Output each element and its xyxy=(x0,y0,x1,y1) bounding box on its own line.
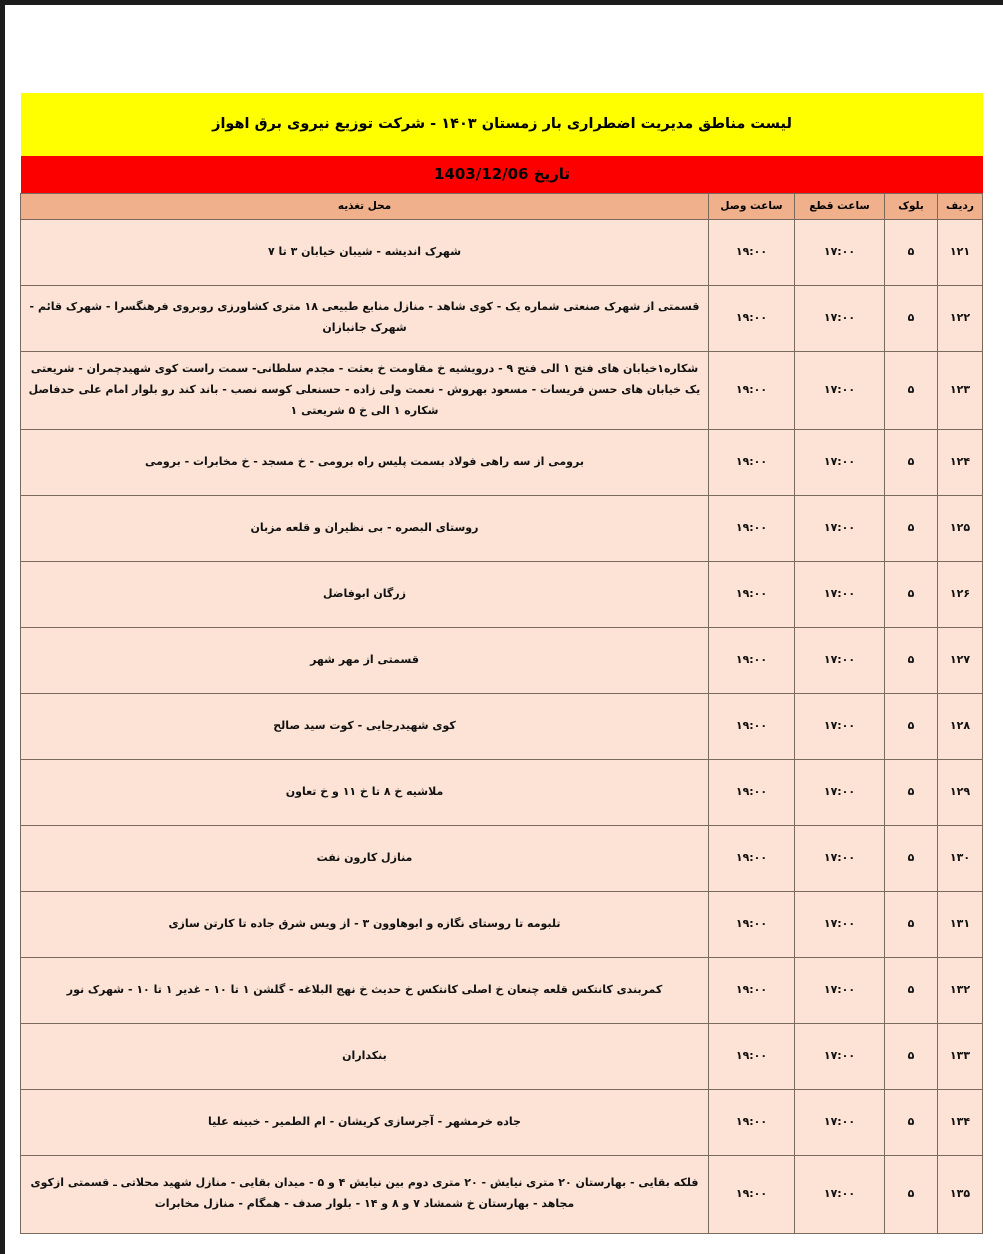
column-header-radif: ردیف xyxy=(938,193,983,219)
table-row xyxy=(21,759,983,825)
table-row xyxy=(21,219,983,285)
cell-radif: ۱۳۴ xyxy=(938,1089,983,1155)
cell-radif: ۱۳۳ xyxy=(938,1023,983,1089)
cell-restore-time: ۱۹:۰۰ xyxy=(709,693,795,759)
table-body xyxy=(21,219,983,1233)
table-header-row xyxy=(21,193,983,219)
cell-block: ۵ xyxy=(885,759,938,825)
cell-block: ۵ xyxy=(885,351,938,429)
cell-outage-time: ۱۷:۰۰ xyxy=(795,429,885,495)
cell-location: کمربندی کانتکس قلعه چنعان خ اصلی کانتکس خ حدیث خ نهج البلاغه - گلشن ۱ تا ۱۰ - غدیر ۱ تا ۱۰ - شهرک نور xyxy=(21,957,709,1023)
cell-restore-time: ۱۹:۰۰ xyxy=(709,351,795,429)
cell-location: تلبومه تا روستای نگازه و ابوهاوون ۳ - از ویس شرق جاده تا کارتن سازی xyxy=(21,891,709,957)
table-header xyxy=(21,193,983,219)
table-row xyxy=(21,1089,983,1155)
cell-outage-time: ۱۷:۰۰ xyxy=(795,351,885,429)
schedule-document xyxy=(21,93,983,1234)
column-header-restore-time: ساعت وصل xyxy=(709,193,795,219)
document-title: لیست مناطق مدیریت اضطراری بار زمستان ۱۴۰۳ - شرکت توزیع نیروی برق اهواز xyxy=(21,93,983,156)
cell-location: قسمتی از شهرک صنعتی شماره یک - کوی شاهد - منازل منابع طبیعی ۱۸ متری کشاورزی روبروی فرهنگسرا - شهرک قائم - شهرک جانبازان xyxy=(21,285,709,351)
cell-restore-time: ۱۹:۰۰ xyxy=(709,495,795,561)
cell-outage-time: ۱۷:۰۰ xyxy=(795,285,885,351)
cell-restore-time: ۱۹:۰۰ xyxy=(709,285,795,351)
cell-location: منازل کارون نفت xyxy=(21,825,709,891)
page-edge-left xyxy=(0,0,5,1254)
cell-location: برومی از سه راهی فولاد بسمت پلیس راه برومی - خ مسجد - خ مخابرات - برومی xyxy=(21,429,709,495)
cell-radif: ۱۲۴ xyxy=(938,429,983,495)
table-row xyxy=(21,825,983,891)
table-row xyxy=(21,1023,983,1089)
cell-block: ۵ xyxy=(885,1089,938,1155)
table-row xyxy=(21,627,983,693)
cell-block: ۵ xyxy=(885,957,938,1023)
cell-outage-time: ۱۷:۰۰ xyxy=(795,759,885,825)
cell-radif: ۱۲۹ xyxy=(938,759,983,825)
cell-location: شکاره۱خیابان های فتح ۱ الی فتح ۹ - درویشیه خ مقاومت خ بعثت - مجدم سلطانی- سمت راست کوی شهیدچمران - شریعتی یک خیابان های حسن فریسات - مسعود بهروش - نعمت ولی زاده - حسنعلی کوسه نصب - باند کند رو بلوار امام علی حدفاصل شکاره ۱ الی خ ۵ شریعتی ۱ xyxy=(21,351,709,429)
cell-block: ۵ xyxy=(885,1023,938,1089)
cell-location: زرگان ابوفاضل xyxy=(21,561,709,627)
cell-radif: ۱۳۱ xyxy=(938,891,983,957)
cell-location: بنکداران xyxy=(21,1023,709,1089)
cell-outage-time: ۱۷:۰۰ xyxy=(795,693,885,759)
outage-schedule-table xyxy=(20,193,983,1234)
cell-restore-time: ۱۹:۰۰ xyxy=(709,429,795,495)
cell-block: ۵ xyxy=(885,285,938,351)
cell-radif: ۱۳۲ xyxy=(938,957,983,1023)
document-date: تاریخ 1403/12/06 xyxy=(21,156,983,193)
table-row xyxy=(21,285,983,351)
cell-radif: ۱۲۶ xyxy=(938,561,983,627)
cell-block: ۵ xyxy=(885,891,938,957)
cell-restore-time: ۱۹:۰۰ xyxy=(709,1023,795,1089)
cell-radif: ۱۲۷ xyxy=(938,627,983,693)
cell-restore-time: ۱۹:۰۰ xyxy=(709,891,795,957)
table-row xyxy=(21,957,983,1023)
cell-location: جاده خرمشهر - آجرسازی کریشان - ام الطمیر - خبینه علیا xyxy=(21,1089,709,1155)
table-row xyxy=(21,495,983,561)
cell-block: ۵ xyxy=(885,219,938,285)
cell-block: ۵ xyxy=(885,495,938,561)
cell-radif: ۱۲۵ xyxy=(938,495,983,561)
cell-outage-time: ۱۷:۰۰ xyxy=(795,627,885,693)
cell-block: ۵ xyxy=(885,693,938,759)
cell-outage-time: ۱۷:۰۰ xyxy=(795,495,885,561)
cell-outage-time: ۱۷:۰۰ xyxy=(795,891,885,957)
cell-location: ملاشیه خ ۸ تا خ ۱۱ و خ تعاون xyxy=(21,759,709,825)
cell-outage-time: ۱۷:۰۰ xyxy=(795,1089,885,1155)
column-header-outage-time: ساعت قطع xyxy=(795,193,885,219)
cell-location: روستای البصره - بی نظیران و قلعه مزبان xyxy=(21,495,709,561)
table-row xyxy=(21,351,983,429)
cell-radif: ۱۳۵ xyxy=(938,1155,983,1233)
table-row xyxy=(21,693,983,759)
cell-restore-time: ۱۹:۰۰ xyxy=(709,561,795,627)
cell-restore-time: ۱۹:۰۰ xyxy=(709,1155,795,1233)
cell-location: قسمتی از مهر شهر xyxy=(21,627,709,693)
cell-location: شهرک اندیشه - شیبان خیابان ۳ تا ۷ xyxy=(21,219,709,285)
table-row xyxy=(21,1155,983,1233)
cell-restore-time: ۱۹:۰۰ xyxy=(709,219,795,285)
cell-outage-time: ۱۷:۰۰ xyxy=(795,825,885,891)
cell-restore-time: ۱۹:۰۰ xyxy=(709,957,795,1023)
cell-radif: ۱۲۳ xyxy=(938,351,983,429)
cell-block: ۵ xyxy=(885,561,938,627)
column-header-block: بلوک xyxy=(885,193,938,219)
cell-radif: ۱۲۱ xyxy=(938,219,983,285)
cell-outage-time: ۱۷:۰۰ xyxy=(795,561,885,627)
cell-radif: ۱۳۰ xyxy=(938,825,983,891)
cell-restore-time: ۱۹:۰۰ xyxy=(709,825,795,891)
cell-outage-time: ۱۷:۰۰ xyxy=(795,1023,885,1089)
cell-restore-time: ۱۹:۰۰ xyxy=(709,759,795,825)
cell-restore-time: ۱۹:۰۰ xyxy=(709,1089,795,1155)
cell-radif: ۱۲۲ xyxy=(938,285,983,351)
table-row xyxy=(21,429,983,495)
cell-outage-time: ۱۷:۰۰ xyxy=(795,1155,885,1233)
table-row xyxy=(21,891,983,957)
cell-location: کوی شهیدرجایی - کوت سید صالح xyxy=(21,693,709,759)
page-edge-top xyxy=(0,0,1003,5)
table-row xyxy=(21,561,983,627)
cell-block: ۵ xyxy=(885,825,938,891)
cell-restore-time: ۱۹:۰۰ xyxy=(709,627,795,693)
cell-block: ۵ xyxy=(885,429,938,495)
cell-block: ۵ xyxy=(885,1155,938,1233)
cell-location: فلکه بقایی - بهارستان ۲۰ متری نیایش - ۲۰ متری دوم بین نیایش ۴ و ۵ - میدان بقایی - منازل شهید محلاتی ـ قسمتی ازکوی مجاهد - بهارستان خ شمشاد ۷ و ۸ و ۱۴ - بلوار صدف - همگام - منازل مخابرات xyxy=(21,1155,709,1233)
cell-outage-time: ۱۷:۰۰ xyxy=(795,957,885,1023)
cell-radif: ۱۲۸ xyxy=(938,693,983,759)
cell-block: ۵ xyxy=(885,627,938,693)
cell-outage-time: ۱۷:۰۰ xyxy=(795,219,885,285)
column-header-location: محل تغذیه xyxy=(21,193,709,219)
